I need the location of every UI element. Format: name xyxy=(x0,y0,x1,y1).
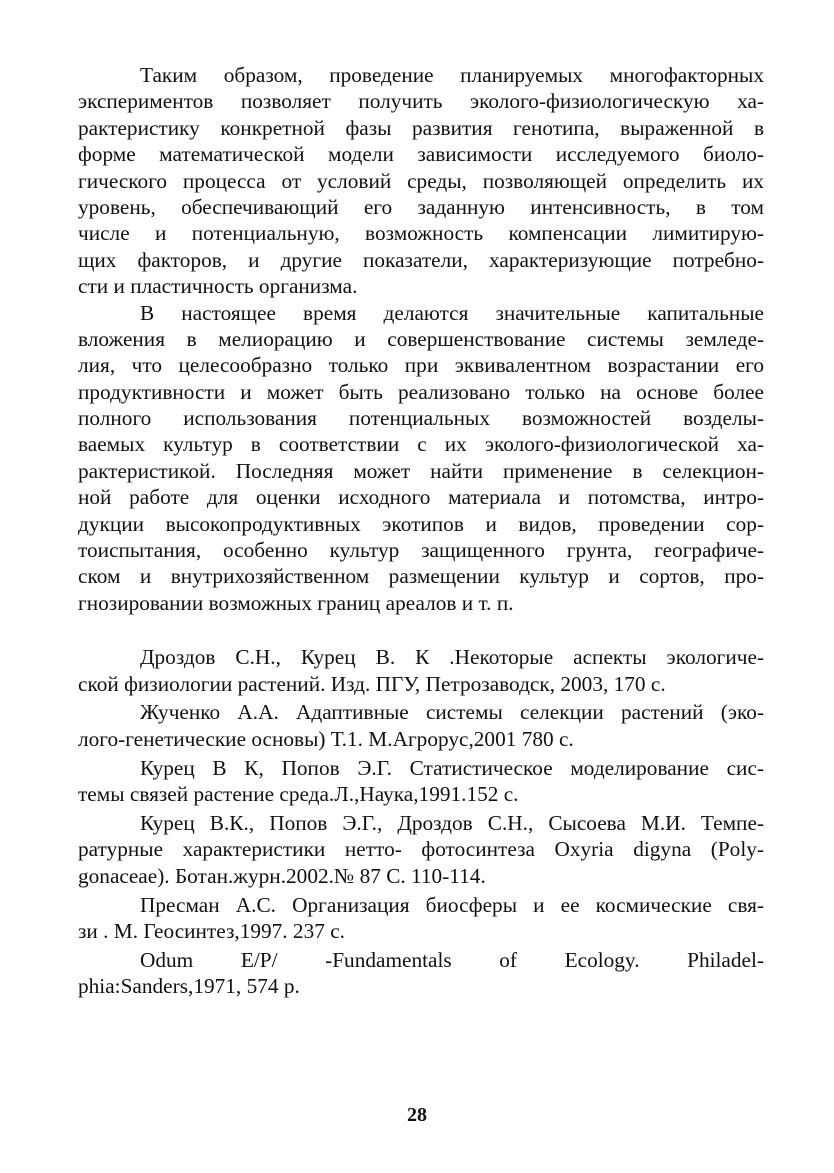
main-text xyxy=(78,62,764,616)
reference-item xyxy=(78,755,764,808)
paragraph xyxy=(78,62,764,300)
reference-item xyxy=(78,892,764,945)
text-line: зи . М. Геосинтез,1997. 237 с. xyxy=(78,919,345,944)
text-line: ской физиологии растений. Изд. ПГУ, Петрозаводск, 2003, 170 с. xyxy=(78,671,666,696)
text-line: gonaceae). Ботан.журн.2002.№ 87 С. 110-114. xyxy=(78,863,486,888)
text-line: гического процесса от условий среды, позволяющей определить их xyxy=(78,168,764,193)
page-number: 28 xyxy=(407,1104,427,1126)
text-line: Таким образом, проведение планируемых многофакторных xyxy=(140,63,764,87)
text-line: Odum E/P/ -Fundamentals of Ecology. Philadel- xyxy=(140,948,764,972)
text-line: дукции высокопродуктивных экотипов и видов, проведении сор- xyxy=(78,511,764,536)
text-line: Курец В.К., Попов Э.Г., Дроздов С.Н., Сысоева М.И. Темпе- xyxy=(140,811,764,836)
text-line: вложения в мелиорацию и совершенствование системы земледе- xyxy=(78,326,764,351)
text-line: Дроздов С.Н., Курец В. К .Некоторые аспекты экологиче- xyxy=(140,645,764,670)
text-line: ваемых культур в соответствии с их эколого-физиологической ха- xyxy=(78,432,764,457)
text-line: В настоящее время делаются значительные капитальные xyxy=(140,300,764,325)
page-content xyxy=(78,62,764,1002)
references-list xyxy=(78,644,764,1000)
text-line: лого-генетические основы) Т.1. М.Агрорус,2001 780 с. xyxy=(78,726,574,751)
text-line: ратурные характеристики нетто- фотосинтеза Oxyria digyna (Poly- xyxy=(78,837,764,862)
text-line: полного использования потенциальных возможностей возделы- xyxy=(78,406,764,431)
text-line: тоиспытания, особенно культур защищенного грунта, географиче- xyxy=(78,538,764,563)
text-line: рактеристикой. Последняя может найти применение в селекцион- xyxy=(78,458,764,483)
text-line: phia:Sanders,1971, 574 p. xyxy=(78,974,300,999)
text-line: темы связей растение среда.Л.,Наука,1991.152 с. xyxy=(78,782,519,807)
text-line: сти и пластичность организма. xyxy=(78,274,358,299)
text-line: гнозировании возможных границ ареалов и т. п. xyxy=(78,590,514,615)
text-line: ском и внутрихозяйственном размещении культур и сортов, про- xyxy=(78,564,764,589)
text-line: форме математической модели зависимости исследуемого биоло- xyxy=(78,142,764,167)
reference-item xyxy=(78,699,764,752)
text-line: щих факторов, и другие показатели, характеризующие потребно- xyxy=(78,247,764,272)
text-line: ной работе для оценки исходного материала и потомства, интро- xyxy=(78,485,764,510)
text-line: Пресман А.С. Организация биосферы и ее космические свя- xyxy=(140,892,764,917)
text-line: уровень, обеспечивающий его заданную интенсивность, в том xyxy=(78,194,764,219)
reference-item xyxy=(78,947,764,1000)
text-line: лия, что целесообразно только при эквивалентном возрастании его xyxy=(78,353,764,378)
text-line: рактеристику конкретной фазы развития генотипа, выраженной в xyxy=(78,115,764,140)
paragraph xyxy=(78,300,764,617)
text-line: Курец В К, Попов Э.Г. Статистическое моделирование сис- xyxy=(140,755,764,780)
text-line: продуктивности и может быть реализовано только на основе более xyxy=(78,379,764,404)
text-line: экспериментов позволяет получить эколого-физиологическую ха- xyxy=(78,89,764,114)
reference-item xyxy=(78,810,764,889)
text-line: числе и потенциальную, возможность компенсации лимитирую- xyxy=(78,221,764,246)
reference-item xyxy=(78,644,764,697)
text-line: Жученко А.А. Адаптивные системы селекции растений (эко- xyxy=(140,700,764,725)
